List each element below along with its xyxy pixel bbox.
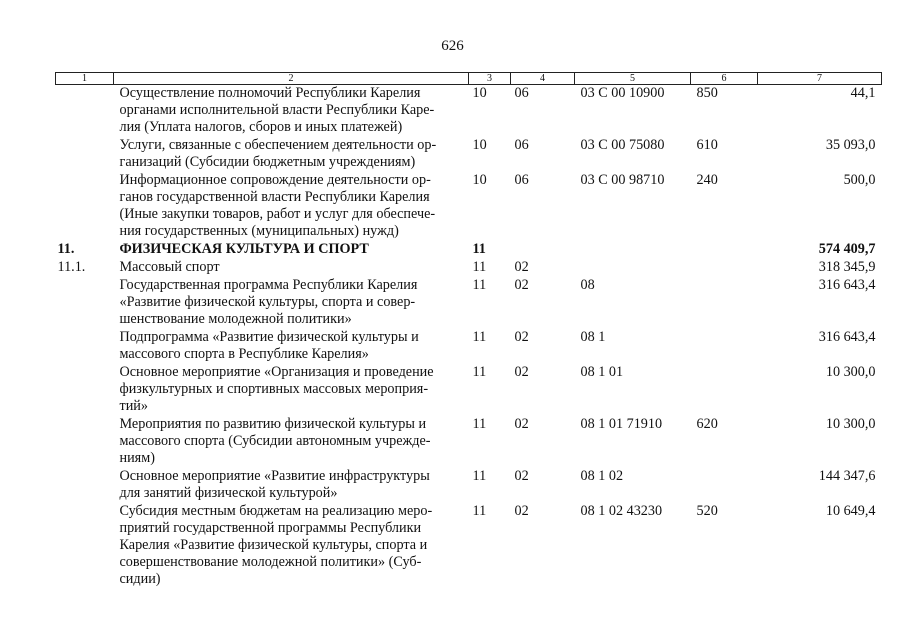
row-name-line: Услуги, связанные с обеспечением деятельности ор- bbox=[119, 137, 437, 153]
expense-kind-code: 620 bbox=[696, 416, 718, 432]
row-number bbox=[56, 364, 114, 416]
table-row bbox=[56, 416, 882, 468]
subsection-code: 06 bbox=[514, 172, 529, 188]
subsection-code: 02 bbox=[514, 503, 529, 519]
target-article-code: 08 1 01 bbox=[580, 364, 624, 380]
row-name-line: Субсидия местным бюджетам на реализацию меро- bbox=[119, 503, 433, 519]
subsection-code: 02 bbox=[514, 468, 529, 484]
amount: 316 643,4 bbox=[818, 329, 876, 345]
section-code: 10 bbox=[472, 137, 487, 153]
row-number bbox=[56, 329, 114, 364]
column-header-5: 5 bbox=[575, 73, 691, 85]
target-article-code: 08 1 02 bbox=[580, 468, 624, 484]
row-name-line: приятий государственной программы Республики bbox=[119, 520, 422, 536]
amount: 574 409,7 bbox=[818, 241, 876, 257]
amount: 144 347,6 bbox=[818, 468, 876, 484]
table-row bbox=[56, 329, 882, 364]
row-name-line: массового спорта (Субсидии автономным учрежде- bbox=[119, 433, 431, 449]
table-body bbox=[56, 85, 882, 590]
section-code: 11 bbox=[472, 277, 487, 293]
row-name-line: Подпрограмма «Развитие физической культуры и bbox=[119, 329, 419, 345]
row-number bbox=[56, 277, 114, 329]
row-name-line: Государственная программа Республики Карелия bbox=[119, 277, 418, 293]
table-row bbox=[56, 277, 882, 329]
row-number bbox=[56, 468, 114, 503]
table-row bbox=[56, 137, 882, 172]
section-code: 11 bbox=[472, 241, 486, 257]
amount: 35 093,0 bbox=[825, 137, 876, 153]
row-name-line: совершенствование молодежной политики» (Суб- bbox=[119, 554, 422, 570]
row-name-line: физкультурных и спортивных массовых мероприя- bbox=[119, 381, 429, 397]
subsection-code: 02 bbox=[514, 364, 529, 380]
row-number bbox=[56, 137, 114, 172]
amount: 316 643,4 bbox=[818, 277, 876, 293]
column-header-2: 2 bbox=[114, 73, 469, 85]
amount: 10 300,0 bbox=[825, 416, 876, 432]
row-name-line: шенствование молодежной политики» bbox=[119, 311, 352, 327]
row-number bbox=[56, 85, 114, 138]
table-header bbox=[56, 73, 882, 85]
column-header-3: 3 bbox=[469, 73, 511, 85]
row-number: 11.1. bbox=[57, 259, 86, 275]
row-name bbox=[114, 137, 469, 172]
section-code: 11 bbox=[472, 416, 487, 432]
table-row bbox=[56, 364, 882, 416]
target-article-code: 08 1 01 71910 bbox=[580, 416, 663, 432]
expense-kind-code bbox=[691, 241, 758, 259]
expense-kind-code bbox=[691, 468, 758, 503]
row-name-line: ганизаций (Субсидии бюджетным учреждениям) bbox=[119, 154, 416, 170]
expense-kind-code bbox=[691, 364, 758, 416]
subsection-code: 02 bbox=[514, 416, 529, 432]
amount: 318 345,9 bbox=[818, 259, 876, 275]
row-name bbox=[114, 172, 469, 241]
row-name-line: Массовый спорт bbox=[119, 259, 220, 275]
row-name bbox=[114, 468, 469, 503]
section-code: 10 bbox=[472, 172, 487, 188]
target-article-code: 08 1 bbox=[580, 329, 606, 345]
row-name bbox=[114, 259, 469, 277]
row-number: 11. bbox=[57, 241, 75, 257]
row-name bbox=[114, 364, 469, 416]
expense-kind-code bbox=[691, 259, 758, 277]
target-article-code: 08 1 02 43230 bbox=[580, 503, 663, 519]
row-name bbox=[114, 277, 469, 329]
row-name-line: массового спорта в Республике Карелия» bbox=[119, 346, 369, 362]
section-code: 11 bbox=[472, 329, 487, 345]
expense-kind-code: 610 bbox=[696, 137, 718, 153]
row-name-line: Информационное сопровождение деятельности ор- bbox=[119, 172, 431, 188]
row-name-line: лия (Уплата налогов, сборов и иных платежей) bbox=[119, 119, 403, 135]
target-article-code: 03 С 00 75080 bbox=[580, 137, 665, 153]
expense-kind-code bbox=[691, 329, 758, 364]
subsection-code: 02 bbox=[514, 329, 529, 345]
page-number: 626 bbox=[441, 38, 464, 54]
row-name-line: органами исполнительной власти Республики Каре- bbox=[119, 102, 435, 118]
table-row bbox=[56, 468, 882, 503]
row-number bbox=[56, 416, 114, 468]
column-header-1: 1 bbox=[56, 73, 114, 85]
row-name-line: Мероприятия по развитию физической культуры и bbox=[119, 416, 427, 432]
row-name-line: для занятий физической культурой» bbox=[119, 485, 338, 501]
column-header-7: 7 bbox=[758, 73, 882, 85]
subsection-code: 02 bbox=[514, 259, 529, 275]
target-article-code: 03 С 00 10900 bbox=[580, 85, 665, 101]
amount: 500,0 bbox=[843, 172, 876, 188]
table-row bbox=[56, 259, 882, 277]
row-name-line: ниям) bbox=[119, 450, 155, 466]
amount: 10 300,0 bbox=[825, 364, 876, 380]
subsection-code: 06 bbox=[514, 137, 529, 153]
row-name-line: Основное мероприятие «Развитие инфраструктуры bbox=[119, 468, 430, 484]
target-article-code: 03 С 00 98710 bbox=[580, 172, 665, 188]
row-name-line: Основное мероприятие «Организация и проведение bbox=[119, 364, 434, 380]
row-name bbox=[114, 329, 469, 364]
row-name-line: «Развитие физической культуры, спорта и совер- bbox=[119, 294, 416, 310]
subsection-code: 02 bbox=[514, 277, 529, 293]
row-name-line: сидии) bbox=[119, 571, 161, 587]
table-row bbox=[56, 85, 882, 138]
row-name bbox=[114, 241, 469, 259]
row-name-line: ФИЗИЧЕСКАЯ КУЛЬТУРА И СПОРТ bbox=[119, 241, 369, 257]
target-article-code: 08 bbox=[580, 277, 595, 293]
section-code: 10 bbox=[472, 85, 487, 101]
subsection-code: 06 bbox=[514, 85, 529, 101]
row-number bbox=[56, 503, 114, 589]
section-code: 11 bbox=[472, 468, 487, 484]
column-header-6: 6 bbox=[691, 73, 758, 85]
target-article-code bbox=[575, 259, 691, 277]
expense-kind-code bbox=[691, 277, 758, 329]
table-row bbox=[56, 503, 882, 589]
section-code: 11 bbox=[472, 259, 487, 275]
expense-kind-code: 240 bbox=[696, 172, 718, 188]
budget-table bbox=[55, 72, 882, 589]
section-code: 11 bbox=[472, 364, 487, 380]
row-name-line: ганов государственной власти Республики Карелия bbox=[119, 189, 430, 205]
subsection-code bbox=[511, 241, 575, 259]
amount: 10 649,4 bbox=[825, 503, 876, 519]
row-name-line: ния государственных (муниципальных) нужд) bbox=[119, 223, 399, 239]
amount: 44,1 bbox=[850, 85, 876, 101]
row-number bbox=[56, 172, 114, 241]
expense-kind-code: 850 bbox=[696, 85, 718, 101]
row-name-line: Карелия «Развитие физической культуры, спорта и bbox=[119, 537, 428, 553]
table-row bbox=[56, 172, 882, 241]
table-row bbox=[56, 241, 882, 259]
header-row bbox=[56, 73, 882, 85]
row-name bbox=[114, 85, 469, 138]
row-name bbox=[114, 416, 469, 468]
column-header-4: 4 bbox=[511, 73, 575, 85]
row-name bbox=[114, 503, 469, 589]
target-article-code bbox=[575, 241, 691, 259]
expense-kind-code: 520 bbox=[696, 503, 718, 519]
row-name-line: Осуществление полномочий Республики Карелия bbox=[119, 85, 421, 101]
row-name-line: (Иные закупки товаров, работ и услуг для обеспече- bbox=[119, 206, 436, 222]
section-code: 11 bbox=[472, 503, 487, 519]
row-name-line: тий» bbox=[119, 398, 148, 414]
